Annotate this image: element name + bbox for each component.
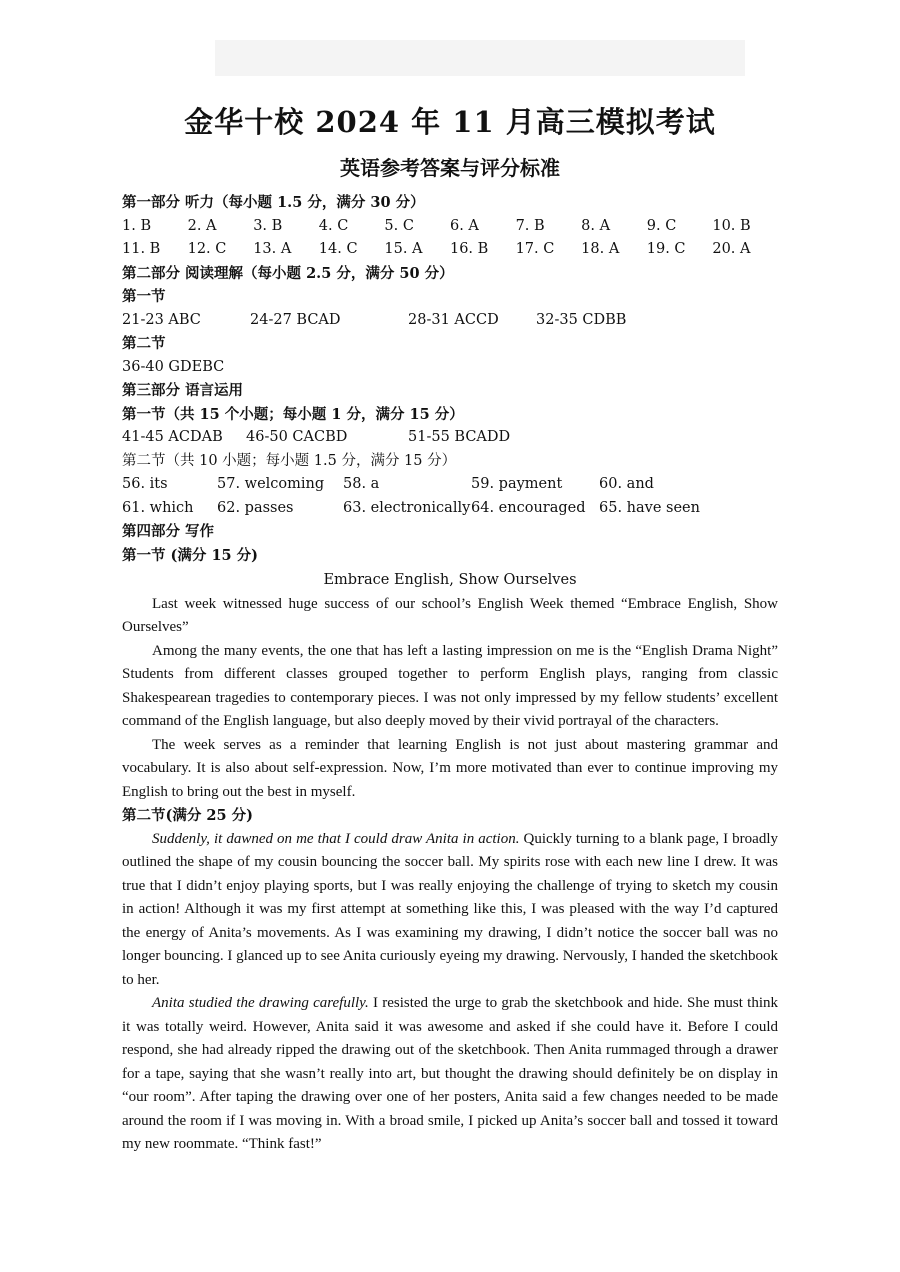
answer-item: 20. A [712, 241, 751, 257]
answer-item: 41-45 ACDAB [122, 429, 223, 445]
answer-item: 24-27 BCAD [250, 311, 341, 328]
answer-item: 6. A [449, 217, 479, 234]
answer-item: 11. B [122, 241, 161, 257]
answer-item: 61. which [122, 499, 194, 516]
grammar-fill-row-1 [122, 473, 778, 497]
reading-section2-answers: 36-40 GDEBC [122, 358, 225, 375]
answer-item: 28-31 ACCD [408, 311, 499, 328]
answer-item: 5. C [384, 217, 414, 234]
answer-item: 63. electronically [343, 499, 471, 516]
essay-paragraph: Among the many events, the one that has left a lasting impression on me is the “English Drama Night” Students from different classes grouped together to perform English plays, ranging from classic Shakespearean tragedies to contemporary pieces. I was not only impressed by my fellow students’ excellent command of the English language, but also deeply moved by their vivid portrayal of the characters. [122, 642, 778, 729]
answer-item: 51-55 BCADD [408, 429, 511, 445]
answer-item: 9. C [646, 217, 677, 234]
story-body: Quickly turning to a blank page, I broadly outlined the shape of my cousin bouncing the soccer ball. My spirits rose with each new line I drew. It was true that I didn’t enjoy playing sports, but I was really enjoying the challenge of trying to sketch my cousin in action! Although it was my first attempt at something like this, I was pleased with the way I’d captured the energy of Anita’s movements. As I was examining my drawing, I didn’t notice the soccer ball was no longer bouncing. I glanced up to see Anita curiously eyeing my drawing. Nervously, I handed the sketchbook to her. [122, 830, 778, 988]
answer-item: 21-23 ABC [122, 311, 201, 328]
answer-item: 46-50 CACBD [246, 429, 348, 445]
answer-item: 10. B [712, 217, 751, 234]
part2-section2-label: 第二节 [122, 335, 166, 352]
part1-heading: 第一部分 听力（每小题 1.5 分，满分 30 分） [122, 194, 425, 211]
answer-item: 17. C [515, 241, 555, 257]
essay-title: Embrace English, Show Ourselves [323, 572, 577, 588]
answer-item: 16. B [449, 241, 489, 257]
story-lead-sentence: Suddenly, it dawned on me that I could draw Anita in action. [152, 830, 520, 847]
answer-item: 7. B [515, 217, 545, 234]
answer-item: 8. A [581, 217, 611, 234]
answer-item: 32-35 CDBB [536, 311, 627, 328]
answer-item: 3. B [253, 217, 283, 234]
part2-section1-label: 第一节 [122, 288, 166, 305]
answer-item: 15. A [384, 241, 423, 257]
answer-item: 13. A [253, 241, 292, 257]
cloze-answers [122, 426, 778, 450]
listening-answers-row-1 [122, 215, 778, 239]
answer-item: 14. C [318, 241, 358, 257]
page-title: 金华十校 2024 年 11 月高三模拟考试 [184, 105, 716, 139]
answer-item: 4. C [318, 217, 349, 234]
part4-heading: 第四部分 写作 [122, 523, 215, 540]
answer-item: 58. a [343, 476, 380, 492]
story-paragraph-2 [122, 992, 778, 1157]
story-body: I resisted the urge to grab the sketchbook and hide. She must think it was totally weird. However, Anita said it was awesome and asked if she could have it. Before I could respond, she had already ripped the drawing out of the sketchbook. Then Anita rummaged through a drawer for a tape, saying that she wasn’t really into art, but thought the drawing should definitely be on display in “our room”. After taping the drawing over one of her posters, Anita said a few changes needed to be made around the room if I was moving in. With a broad smile, I picked up Anita’s soccer ball and tossed it toward my new roommate. “Think fast!” [122, 995, 778, 1152]
grammar-fill-row-2 [122, 497, 778, 521]
answer-item: 64. encouraged [471, 499, 586, 516]
answer-item: 59. payment [471, 476, 563, 492]
part2-heading: 第二部分 阅读理解（每小题 2.5 分，满分 50 分） [122, 264, 454, 282]
answer-item: 2. A [187, 217, 217, 234]
part4-section1-label: 第一节 (满分 15 分) [122, 546, 259, 564]
page-subtitle: 英语参考答案与评分标准 [340, 156, 560, 180]
answer-item: 57. welcoming [217, 476, 325, 492]
answer-content [122, 191, 778, 1157]
answer-item: 56. its [122, 476, 168, 492]
story-paragraph-1 [122, 828, 778, 993]
answer-item: 60. and [599, 476, 654, 492]
listening-answers-row-2 [122, 238, 778, 262]
part3-section1-label: 第一节（共 15 个小题；每小题 1 分，满分 15 分） [122, 405, 464, 423]
answer-item: 65. have seen [599, 499, 700, 516]
top-shade-bar [215, 40, 745, 76]
reading-section1-answers [122, 309, 778, 333]
essay-paragraph: The week serves as a reminder that learning English is not just about mastering grammar and vocabulary. It is also about self-expression. Now, I’m more motivated than ever to continue improving my English to bring out the best in myself. [122, 736, 778, 800]
answer-item: 12. C [187, 241, 227, 257]
answer-item: 18. A [581, 241, 620, 257]
part3-section2-label: 第二节（共 10 小题；每小题 1.5 分，满分 15 分） [122, 452, 457, 469]
answer-item: 1. B [122, 217, 152, 234]
part3-heading: 第三部分 语言运用 [122, 382, 244, 399]
answer-item: 62. passes [217, 499, 294, 516]
story-lead-sentence: Anita studied the drawing carefully. [152, 995, 369, 1011]
part4-section2-label: 第二节(满分 25 分) [122, 807, 253, 824]
answer-item: 19. C [646, 241, 686, 257]
essay-paragraph: Last week witnessed huge success of our school’s English Week themed “Embrace English, Show Ourselves” [122, 595, 778, 635]
